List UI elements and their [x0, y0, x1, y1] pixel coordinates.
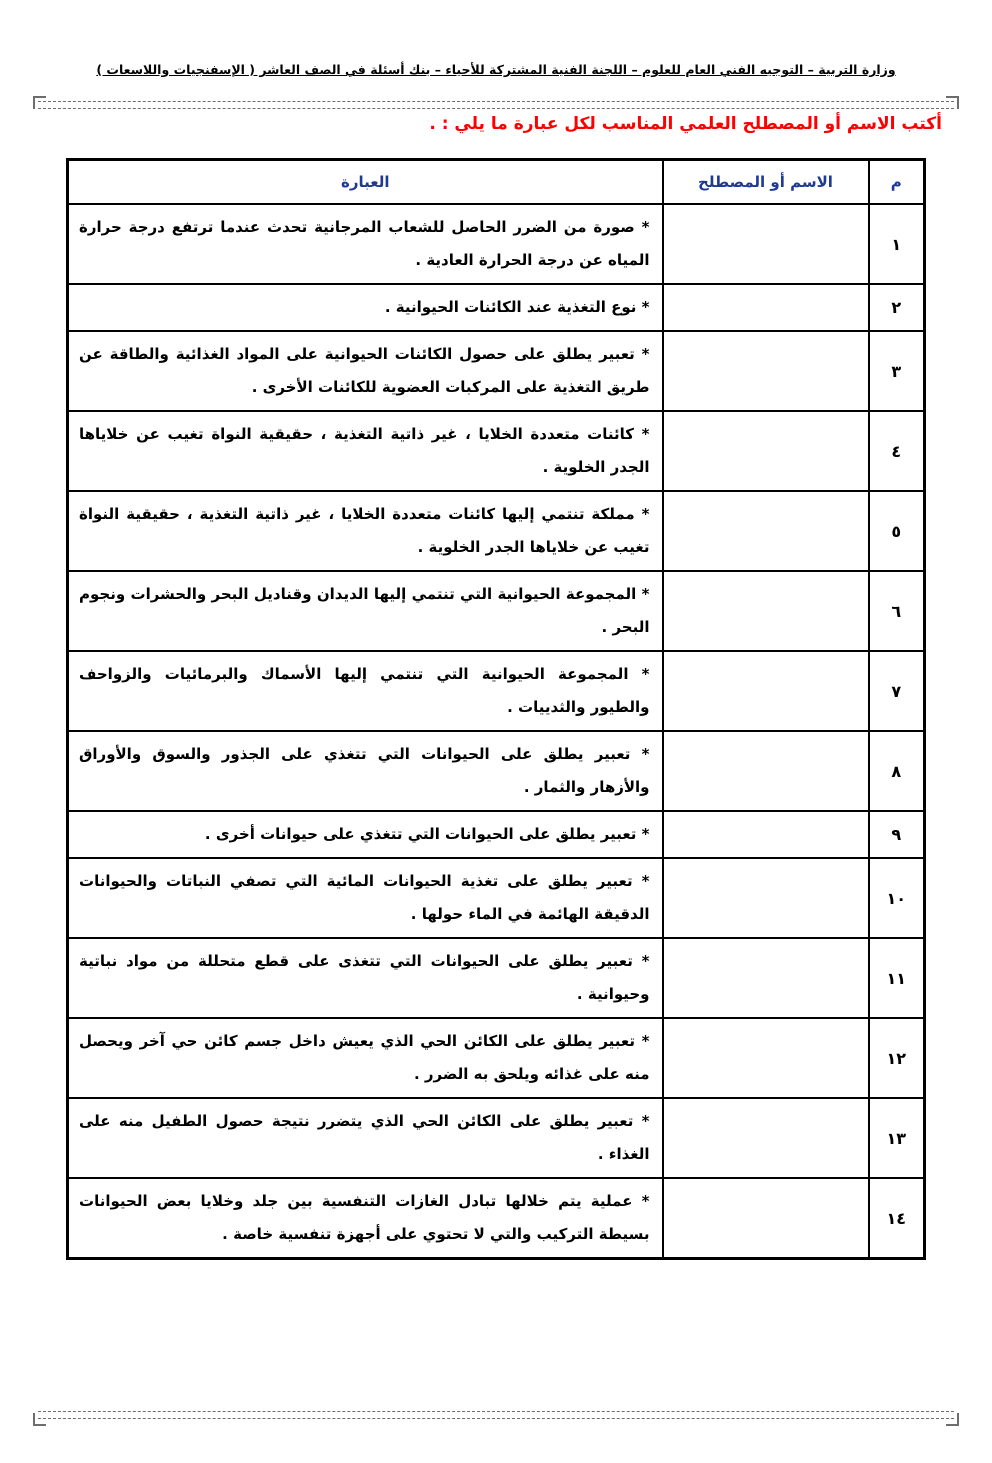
row-number: ٦	[869, 571, 925, 651]
row-number: ٩	[869, 811, 925, 858]
term-answer-cell	[663, 731, 869, 811]
row-number: ١٠	[869, 858, 925, 938]
row-number: ١٣	[869, 1098, 925, 1178]
statement-cell: * تعبير يطلق على حصول الكائنات الحيوانية على المواد الغذائية والطاقة عن طريق التغذية على المركبات العضوية للكائنات الأخرى .	[68, 331, 663, 411]
statement-cell: * صورة من الضرر الحاصل للشعاب المرجانية تحدث عندما ترتفع درجة حرارة المياه عن درجة الحرارة العادية .	[68, 204, 663, 284]
table-body	[68, 204, 925, 1259]
statement-cell: * المجموعة الحيوانية التي تنتمي إليها الأسماك والبرمائيات والزواحف والطيور والثدييات .	[68, 651, 663, 731]
statement-cell: * عملية يتم خلالها تبادل الغازات التنفسية بين جلد وخلايا بعض الحيوانات بسيطة التركيب والتي لا تحتوي على أجهزة تنفسية خاصة .	[68, 1178, 663, 1259]
table-row	[68, 1178, 925, 1259]
row-number: ٢	[869, 284, 925, 331]
table-row	[68, 811, 925, 858]
row-number: ١١	[869, 938, 925, 1018]
table-header-row	[68, 160, 925, 205]
term-answer-cell	[663, 651, 869, 731]
term-answer-cell	[663, 1178, 869, 1259]
term-answer-cell	[663, 331, 869, 411]
frame-corner-top-left	[33, 96, 46, 109]
row-number: ٨	[869, 731, 925, 811]
page-frame-top-rule	[38, 101, 954, 109]
statement-cell: * المجموعة الحيوانية التي تنتمي إليها الديدان وقناديل البحر والحشرات ونجوم البحر .	[68, 571, 663, 651]
term-answer-cell	[663, 811, 869, 858]
row-number: ١٢	[869, 1018, 925, 1098]
table-row	[68, 858, 925, 938]
statement-cell: * تعبير يطلق على تغذية الحيوانات المائية التي تصفي النباتات والحيوانات الدقيقة الهائمة في الماء حولها .	[68, 858, 663, 938]
frame-corner-bottom-right	[946, 1413, 959, 1426]
row-number: ١٤	[869, 1178, 925, 1259]
term-answer-cell	[663, 204, 869, 284]
column-header-number: م	[869, 160, 925, 205]
page-frame-bottom-rule	[38, 1411, 954, 1419]
statement-cell: * تعبير يطلق على الحيوانات التي تتغذي على الجذور والسوق والأوراق والأزهار والثمار .	[68, 731, 663, 811]
row-number: ٣	[869, 331, 925, 411]
table-row	[68, 204, 925, 284]
term-answer-cell	[663, 411, 869, 491]
table-row	[68, 571, 925, 651]
row-number: ٧	[869, 651, 925, 731]
frame-corner-bottom-left	[33, 1413, 46, 1426]
term-answer-cell	[663, 858, 869, 938]
term-answer-cell	[663, 571, 869, 651]
column-header-term: الاسم أو المصطلح	[663, 160, 869, 205]
term-answer-cell	[663, 491, 869, 571]
statement-cell: * مملكة تنتمي إليها كائنات متعددة الخلايا ، غير ذاتية التغذية ، حقيقية النواة تغيب عن خلاياها الجدر الخلوية .	[68, 491, 663, 571]
row-number: ٥	[869, 491, 925, 571]
statement-cell: * تعبير يطلق على الحيوانات التي تتغذي على حيوانات أخرى .	[68, 811, 663, 858]
term-answer-cell	[663, 1018, 869, 1098]
table-row	[68, 411, 925, 491]
row-number: ١	[869, 204, 925, 284]
table-row	[68, 1018, 925, 1098]
statement-cell: * كائنات متعددة الخلايا ، غير ذاتية التغذية ، حقيقية النواة تغيب عن خلاياها الجدر الخلوية .	[68, 411, 663, 491]
statement-cell: * تعبير يطلق على الكائن الحي الذي يعيش داخل جسم كائن حي آخر ويحصل منه على غذائه ويلحق به الضرر .	[68, 1018, 663, 1098]
term-answer-cell	[663, 284, 869, 331]
column-header-statement: العبارة	[68, 160, 663, 205]
term-answer-cell	[663, 938, 869, 1018]
row-number: ٤	[869, 411, 925, 491]
statement-cell: * نوع التغذية عند الكائنات الحيوانية .	[68, 284, 663, 331]
table-row	[68, 331, 925, 411]
table-row	[68, 284, 925, 331]
question-table	[66, 158, 926, 1260]
frame-corner-top-right	[946, 96, 959, 109]
table-row	[68, 731, 925, 811]
term-answer-cell	[663, 1098, 869, 1178]
document-header: وزارة التربية – التوجيه الفني العام للعلوم – اللجنة الفنية المشتركة للأحياء – بنك أسئلة في الصف العاشر ( الإسفنجيات واللاسعات )	[96, 62, 896, 77]
page-title: أكتب الاسم أو المصطلح العلمي المناسب لكل عبارة ما يلي : .	[429, 114, 942, 134]
table-row	[68, 1098, 925, 1178]
table-row	[68, 651, 925, 731]
statement-cell: * تعبير يطلق على الحيوانات التي تتغذى على قطع متحللة من مواد نباتية وحيوانية .	[68, 938, 663, 1018]
table-row	[68, 938, 925, 1018]
statement-cell: * تعبير يطلق على الكائن الحي الذي يتضرر نتيجة حصول الطفيل منه على الغذاء .	[68, 1098, 663, 1178]
table-row	[68, 491, 925, 571]
